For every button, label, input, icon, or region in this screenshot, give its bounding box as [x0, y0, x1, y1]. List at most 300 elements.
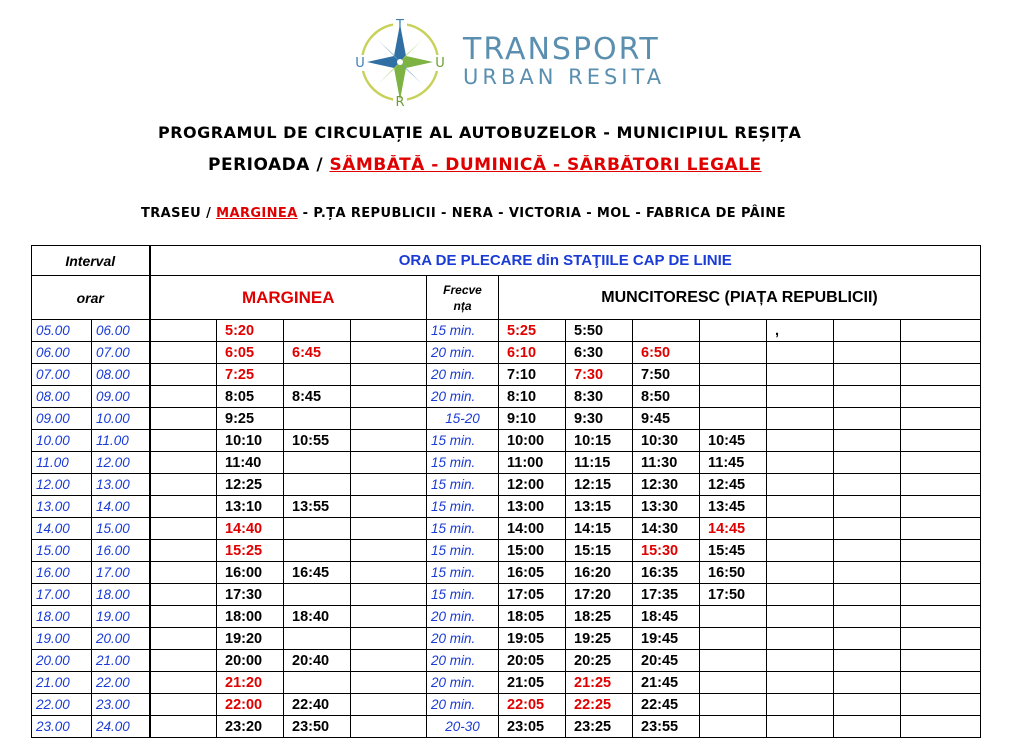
marginea-empty-cell	[351, 628, 427, 650]
interval-end-cell: 12.00	[92, 452, 150, 474]
route-heading	[141, 206, 786, 221]
muncitoresc-departure-cell: 14:00	[499, 518, 566, 540]
muncitoresc-empty-cell	[901, 496, 981, 518]
company-logo	[345, 10, 685, 112]
frequency-cell: 15 min.	[427, 584, 499, 606]
table-row	[32, 364, 981, 386]
muncitoresc-empty-cell	[901, 540, 981, 562]
muncitoresc-empty-cell	[767, 452, 834, 474]
marginea-departure-cell: 18:40	[284, 606, 351, 628]
interval-start-cell: 11.00	[32, 452, 92, 474]
muncitoresc-empty-cell	[901, 672, 981, 694]
marginea-empty-cell	[150, 606, 217, 628]
muncitoresc-empty-cell	[767, 606, 834, 628]
muncitoresc-departure-cell: 21:05	[499, 672, 566, 694]
interval-end-cell: 13.00	[92, 474, 150, 496]
interval-start-cell: 18.00	[32, 606, 92, 628]
muncitoresc-departure-cell: 10:45	[700, 430, 767, 452]
muncitoresc-departure-cell: 17:05	[499, 584, 566, 606]
interval-start-cell: 08.00	[32, 386, 92, 408]
interval-end-cell: 08.00	[92, 364, 150, 386]
schedule-table	[31, 245, 981, 738]
muncitoresc-empty-cell	[901, 716, 981, 738]
marginea-departure-cell: 14:40	[217, 518, 284, 540]
frequency-header	[427, 276, 499, 320]
muncitoresc-departure-cell: 9:10	[499, 408, 566, 430]
muncitoresc-departure-cell: 6:10	[499, 342, 566, 364]
route-stops: - P.ȚA REPUBLICII - NERA - VICTORIA - MOL - FABRICA DE PÂINE	[297, 206, 786, 221]
muncitoresc-departure-cell: 14:30	[633, 518, 700, 540]
table-row	[32, 716, 981, 738]
interval-end-cell: 17.00	[92, 562, 150, 584]
interval-end-cell: 24.00	[92, 716, 150, 738]
marginea-empty-cell	[351, 320, 427, 342]
interval-end-cell: 06.00	[92, 320, 150, 342]
muncitoresc-departure-cell: 12:15	[566, 474, 633, 496]
muncitoresc-departure-cell: 7:10	[499, 364, 566, 386]
muncitoresc-empty-cell	[901, 320, 981, 342]
muncitoresc-departure-cell: 6:50	[633, 342, 700, 364]
marginea-empty-cell	[284, 628, 351, 650]
muncitoresc-empty-cell	[834, 386, 901, 408]
marginea-empty-cell	[284, 672, 351, 694]
interval-end-cell: 16.00	[92, 540, 150, 562]
muncitoresc-empty-cell	[767, 628, 834, 650]
frequency-cell: 15 min.	[427, 540, 499, 562]
muncitoresc-departure-cell: 14:45	[700, 518, 767, 540]
logo-line1: TRANSPORT	[463, 32, 660, 67]
marginea-departure-cell: 10:10	[217, 430, 284, 452]
logo-letter-t: T	[396, 18, 404, 33]
marginea-empty-cell	[150, 628, 217, 650]
muncitoresc-empty-cell	[901, 694, 981, 716]
marginea-departure-cell: 22:40	[284, 694, 351, 716]
muncitoresc-empty-cell	[901, 408, 981, 430]
marginea-empty-cell	[351, 672, 427, 694]
muncitoresc-departure-cell: 5:50	[566, 320, 633, 342]
marginea-departure-cell: 6:05	[217, 342, 284, 364]
table-row	[32, 342, 981, 364]
interval-start-cell: 21.00	[32, 672, 92, 694]
marginea-empty-cell	[351, 452, 427, 474]
muncitoresc-departure-cell: 23:55	[633, 716, 700, 738]
frequency-cell: 15 min.	[427, 518, 499, 540]
muncitoresc-departure-cell: 13:00	[499, 496, 566, 518]
marginea-empty-cell	[150, 386, 217, 408]
frequency-cell: 15 min.	[427, 430, 499, 452]
marginea-empty-cell	[351, 386, 427, 408]
muncitoresc-empty-cell	[700, 672, 767, 694]
muncitoresc-empty-cell	[901, 364, 981, 386]
frequency-cell: 20 min.	[427, 606, 499, 628]
marginea-empty-cell	[150, 430, 217, 452]
route-label: TRASEU /	[141, 206, 217, 221]
table-row	[32, 474, 981, 496]
muncitoresc-departure-cell: 11:00	[499, 452, 566, 474]
marginea-empty-cell	[150, 562, 217, 584]
muncitoresc-departure-cell: 23:25	[566, 716, 633, 738]
muncitoresc-departure-cell: 8:30	[566, 386, 633, 408]
muncitoresc-departure-cell: 16:35	[633, 562, 700, 584]
muncitoresc-departure-cell: 12:00	[499, 474, 566, 496]
marginea-empty-cell	[150, 342, 217, 364]
marginea-departure-cell: 13:55	[284, 496, 351, 518]
marginea-departure-cell: 9:25	[217, 408, 284, 430]
marginea-empty-cell	[351, 716, 427, 738]
muncitoresc-departure-cell: 8:50	[633, 386, 700, 408]
table-row	[32, 672, 981, 694]
marginea-empty-cell	[150, 716, 217, 738]
marginea-empty-cell	[351, 606, 427, 628]
muncitoresc-departure-cell: 15:30	[633, 540, 700, 562]
muncitoresc-departure-cell: 17:35	[633, 584, 700, 606]
muncitoresc-departure-cell: 16:05	[499, 562, 566, 584]
muncitoresc-empty-cell	[834, 716, 901, 738]
muncitoresc-empty-cell	[767, 562, 834, 584]
interval-end-cell: 21.00	[92, 650, 150, 672]
muncitoresc-empty-cell	[834, 518, 901, 540]
period-label: PERIOADA /	[208, 155, 330, 173]
marginea-departure-cell: 16:45	[284, 562, 351, 584]
muncitoresc-departure-cell: 19:25	[566, 628, 633, 650]
marginea-empty-cell	[284, 452, 351, 474]
marginea-empty-cell	[351, 408, 427, 430]
muncitoresc-empty-cell	[767, 650, 834, 672]
muncitoresc-departure-cell: 13:15	[566, 496, 633, 518]
muncitoresc-empty-cell	[834, 694, 901, 716]
muncitoresc-empty-cell	[834, 606, 901, 628]
muncitoresc-empty-cell	[767, 672, 834, 694]
muncitoresc-departure-cell: 22:05	[499, 694, 566, 716]
frequency-cell: 20 min.	[427, 628, 499, 650]
frequency-cell: 20-30	[427, 716, 499, 738]
table-row	[32, 562, 981, 584]
marginea-departure-cell: 6:45	[284, 342, 351, 364]
interval-end-cell: 22.00	[92, 672, 150, 694]
frequency-cell: 15 min.	[427, 474, 499, 496]
muncitoresc-empty-cell	[767, 430, 834, 452]
stray-mark-cell: ,	[767, 320, 834, 342]
frequency-cell: 20 min.	[427, 694, 499, 716]
frequency-cell: 20 min.	[427, 650, 499, 672]
interval-end-cell: 11.00	[92, 430, 150, 452]
muncitoresc-empty-cell	[767, 342, 834, 364]
muncitoresc-departure-cell: 12:45	[700, 474, 767, 496]
muncitoresc-departure-cell: 18:05	[499, 606, 566, 628]
muncitoresc-empty-cell	[901, 628, 981, 650]
interval-start-cell: 16.00	[32, 562, 92, 584]
table-row	[32, 496, 981, 518]
logo-letter-r: R	[395, 95, 405, 110]
marginea-departure-cell: 8:05	[217, 386, 284, 408]
muncitoresc-empty-cell	[901, 650, 981, 672]
interval-start-cell: 14.00	[32, 518, 92, 540]
muncitoresc-departure-cell: 9:45	[633, 408, 700, 430]
period-heading	[208, 155, 762, 173]
muncitoresc-departure-cell: 19:05	[499, 628, 566, 650]
marginea-empty-cell	[150, 518, 217, 540]
muncitoresc-empty-cell	[700, 628, 767, 650]
muncitoresc-departure-cell: 11:15	[566, 452, 633, 474]
muncitoresc-empty-cell	[633, 320, 700, 342]
muncitoresc-empty-cell	[700, 650, 767, 672]
table-row	[32, 408, 981, 430]
muncitoresc-departure-cell: 15:45	[700, 540, 767, 562]
muncitoresc-empty-cell	[834, 562, 901, 584]
marginea-departure-cell: 22:00	[217, 694, 284, 716]
marginea-departure-cell: 20:40	[284, 650, 351, 672]
marginea-departure-cell: 19:20	[217, 628, 284, 650]
muncitoresc-departure-cell: 13:45	[700, 496, 767, 518]
muncitoresc-departure-cell: 11:30	[633, 452, 700, 474]
muncitoresc-empty-cell	[834, 342, 901, 364]
muncitoresc-empty-cell	[834, 452, 901, 474]
muncitoresc-empty-cell	[767, 364, 834, 386]
interval-start-cell: 22.00	[32, 694, 92, 716]
interval-end-cell: 18.00	[92, 584, 150, 606]
table-row	[32, 650, 981, 672]
muncitoresc-empty-cell	[700, 694, 767, 716]
marginea-departure-cell: 7:25	[217, 364, 284, 386]
interval-start-cell: 15.00	[32, 540, 92, 562]
table-row	[32, 430, 981, 452]
marginea-empty-cell	[284, 474, 351, 496]
marginea-departure-cell: 23:50	[284, 716, 351, 738]
compass-rose-icon	[345, 10, 455, 112]
muncitoresc-empty-cell	[700, 716, 767, 738]
marginea-empty-cell	[351, 474, 427, 496]
table-row	[32, 452, 981, 474]
interval-start-cell: 19.00	[32, 628, 92, 650]
marginea-departure-cell: 17:30	[217, 584, 284, 606]
marginea-empty-cell	[150, 408, 217, 430]
frequency-cell: 20 min.	[427, 386, 499, 408]
frequency-cell: 20 min.	[427, 364, 499, 386]
interval-start-cell: 17.00	[32, 584, 92, 606]
muncitoresc-empty-cell	[834, 628, 901, 650]
muncitoresc-empty-cell	[901, 430, 981, 452]
muncitoresc-departure-cell: 14:15	[566, 518, 633, 540]
muncitoresc-empty-cell	[901, 474, 981, 496]
marginea-departure-cell: 13:10	[217, 496, 284, 518]
muncitoresc-departure-cell: 17:50	[700, 584, 767, 606]
muncitoresc-departure-cell: 21:25	[566, 672, 633, 694]
interval-end-cell: 19.00	[92, 606, 150, 628]
page-title: PROGRAMUL DE CIRCULAȚIE AL AUTOBUZELOR - MUNICIPIUL REȘIȚA	[158, 123, 802, 142]
marginea-empty-cell	[150, 584, 217, 606]
marginea-empty-cell	[150, 320, 217, 342]
table-row	[32, 584, 981, 606]
route-start: MARGINEA	[216, 206, 298, 221]
muncitoresc-departure-cell: 10:00	[499, 430, 566, 452]
muncitoresc-empty-cell	[834, 474, 901, 496]
muncitoresc-empty-cell	[901, 584, 981, 606]
muncitoresc-empty-cell	[901, 606, 981, 628]
marginea-empty-cell	[351, 562, 427, 584]
marginea-empty-cell	[150, 496, 217, 518]
period-days: SÂMBĂTĂ - DUMINICĂ - SĂRBĂTORI LEGALE	[329, 155, 762, 173]
frequency-cell: 15 min.	[427, 452, 499, 474]
marginea-empty-cell	[150, 452, 217, 474]
interval-start-cell: 10.00	[32, 430, 92, 452]
frequency-cell: 15 min.	[427, 562, 499, 584]
muncitoresc-empty-cell	[767, 540, 834, 562]
marginea-departure-cell: 21:20	[217, 672, 284, 694]
interval-start-cell: 05.00	[32, 320, 92, 342]
marginea-empty-cell	[150, 540, 217, 562]
muncitoresc-departure-cell: 17:20	[566, 584, 633, 606]
marginea-empty-cell	[351, 342, 427, 364]
interval-end-cell: 10.00	[92, 408, 150, 430]
muncitoresc-empty-cell	[901, 562, 981, 584]
muncitoresc-departure-cell: 8:10	[499, 386, 566, 408]
table-row	[32, 694, 981, 716]
muncitoresc-empty-cell	[834, 320, 901, 342]
marginea-empty-cell	[351, 650, 427, 672]
interval-start-cell: 12.00	[32, 474, 92, 496]
marginea-empty-cell	[351, 540, 427, 562]
muncitoresc-departure-cell: 21:45	[633, 672, 700, 694]
muncitoresc-empty-cell	[834, 430, 901, 452]
muncitoresc-empty-cell	[834, 540, 901, 562]
interval-start-cell: 06.00	[32, 342, 92, 364]
table-row	[32, 606, 981, 628]
muncitoresc-departure-cell: 10:30	[633, 430, 700, 452]
muncitoresc-departure-cell: 20:25	[566, 650, 633, 672]
table-row	[32, 628, 981, 650]
interval-end-cell: 09.00	[92, 386, 150, 408]
marginea-departure-cell: 11:40	[217, 452, 284, 474]
muncitoresc-empty-cell	[834, 672, 901, 694]
marginea-departure-cell: 8:45	[284, 386, 351, 408]
muncitoresc-departure-cell: 15:15	[566, 540, 633, 562]
marginea-departure-cell: 10:55	[284, 430, 351, 452]
muncitoresc-empty-cell	[767, 496, 834, 518]
marginea-departure-cell: 16:00	[217, 562, 284, 584]
muncitoresc-empty-cell	[767, 474, 834, 496]
table-row	[32, 518, 981, 540]
marginea-empty-cell	[351, 584, 427, 606]
marginea-empty-cell	[284, 518, 351, 540]
muncitoresc-empty-cell	[700, 606, 767, 628]
muncitoresc-departure-cell: 5:25	[499, 320, 566, 342]
interval-end-cell: 15.00	[92, 518, 150, 540]
muncitoresc-departure-cell: 10:15	[566, 430, 633, 452]
interval-start-cell: 13.00	[32, 496, 92, 518]
muncitoresc-empty-cell	[767, 716, 834, 738]
muncitoresc-departure-cell: 22:25	[566, 694, 633, 716]
marginea-empty-cell	[284, 408, 351, 430]
marginea-departure-cell: 23:20	[217, 716, 284, 738]
marginea-empty-cell	[150, 474, 217, 496]
interval-end-cell: 20.00	[92, 628, 150, 650]
muncitoresc-departure-cell: 20:45	[633, 650, 700, 672]
frequency-header-line2: nța	[453, 298, 472, 313]
muncitoresc-header: MUNCITORESC (PIAȚA REPUBLICII)	[499, 276, 981, 320]
interval-start-cell: 20.00	[32, 650, 92, 672]
marginea-empty-cell	[351, 430, 427, 452]
marginea-empty-cell	[150, 650, 217, 672]
interval-header-1: Interval	[32, 246, 150, 276]
marginea-departure-cell: 20:00	[217, 650, 284, 672]
muncitoresc-empty-cell	[700, 364, 767, 386]
table-row	[32, 386, 981, 408]
muncitoresc-empty-cell	[901, 452, 981, 474]
frequency-cell: 15 min.	[427, 496, 499, 518]
muncitoresc-empty-cell	[700, 342, 767, 364]
muncitoresc-empty-cell	[700, 408, 767, 430]
frequency-cell: 20 min.	[427, 342, 499, 364]
interval-header-2: orar	[32, 276, 150, 320]
interval-start-cell: 23.00	[32, 716, 92, 738]
muncitoresc-departure-cell: 11:45	[700, 452, 767, 474]
logo-line2: URBAN RESITA	[463, 65, 666, 89]
marginea-empty-cell	[150, 694, 217, 716]
muncitoresc-departure-cell: 6:30	[566, 342, 633, 364]
marginea-empty-cell	[351, 518, 427, 540]
marginea-empty-cell	[284, 320, 351, 342]
interval-end-cell: 14.00	[92, 496, 150, 518]
logo-letter-u-left: U	[355, 56, 365, 71]
muncitoresc-departure-cell: 9:30	[566, 408, 633, 430]
logo-letter-u-right: U	[435, 56, 445, 71]
interval-end-cell: 23.00	[92, 694, 150, 716]
interval-start-cell: 07.00	[32, 364, 92, 386]
marginea-departure-cell: 18:00	[217, 606, 284, 628]
muncitoresc-empty-cell	[767, 518, 834, 540]
marginea-empty-cell	[150, 364, 217, 386]
marginea-empty-cell	[150, 672, 217, 694]
marginea-empty-cell	[284, 584, 351, 606]
marginea-empty-cell	[351, 364, 427, 386]
muncitoresc-empty-cell	[767, 408, 834, 430]
muncitoresc-departure-cell: 18:45	[633, 606, 700, 628]
muncitoresc-departure-cell: 19:45	[633, 628, 700, 650]
muncitoresc-empty-cell	[767, 386, 834, 408]
muncitoresc-empty-cell	[834, 408, 901, 430]
logo-wordmark	[463, 34, 665, 88]
muncitoresc-empty-cell	[834, 650, 901, 672]
muncitoresc-empty-cell	[834, 364, 901, 386]
marginea-departure-cell: 15:25	[217, 540, 284, 562]
interval-start-cell: 09.00	[32, 408, 92, 430]
muncitoresc-departure-cell: 23:05	[499, 716, 566, 738]
muncitoresc-departure-cell: 15:00	[499, 540, 566, 562]
muncitoresc-departure-cell: 13:30	[633, 496, 700, 518]
marginea-departure-cell: 12:25	[217, 474, 284, 496]
marginea-header: MARGINEA	[150, 276, 427, 320]
departure-header: ORA DE PLECARE din STAŢIILE CAP DE LINIE	[150, 246, 981, 276]
muncitoresc-empty-cell	[901, 386, 981, 408]
muncitoresc-departure-cell: 22:45	[633, 694, 700, 716]
muncitoresc-empty-cell	[834, 584, 901, 606]
muncitoresc-empty-cell	[901, 518, 981, 540]
marginea-empty-cell	[284, 540, 351, 562]
muncitoresc-empty-cell	[700, 386, 767, 408]
frequency-cell: 15 min.	[427, 320, 499, 342]
muncitoresc-empty-cell	[767, 694, 834, 716]
muncitoresc-departure-cell: 20:05	[499, 650, 566, 672]
muncitoresc-departure-cell: 7:30	[566, 364, 633, 386]
interval-end-cell: 07.00	[92, 342, 150, 364]
muncitoresc-empty-cell	[834, 496, 901, 518]
marginea-empty-cell	[351, 496, 427, 518]
table-row	[32, 320, 981, 342]
marginea-empty-cell	[284, 364, 351, 386]
frequency-header-line1: Frecve	[443, 282, 482, 297]
muncitoresc-empty-cell	[700, 320, 767, 342]
muncitoresc-departure-cell: 7:50	[633, 364, 700, 386]
